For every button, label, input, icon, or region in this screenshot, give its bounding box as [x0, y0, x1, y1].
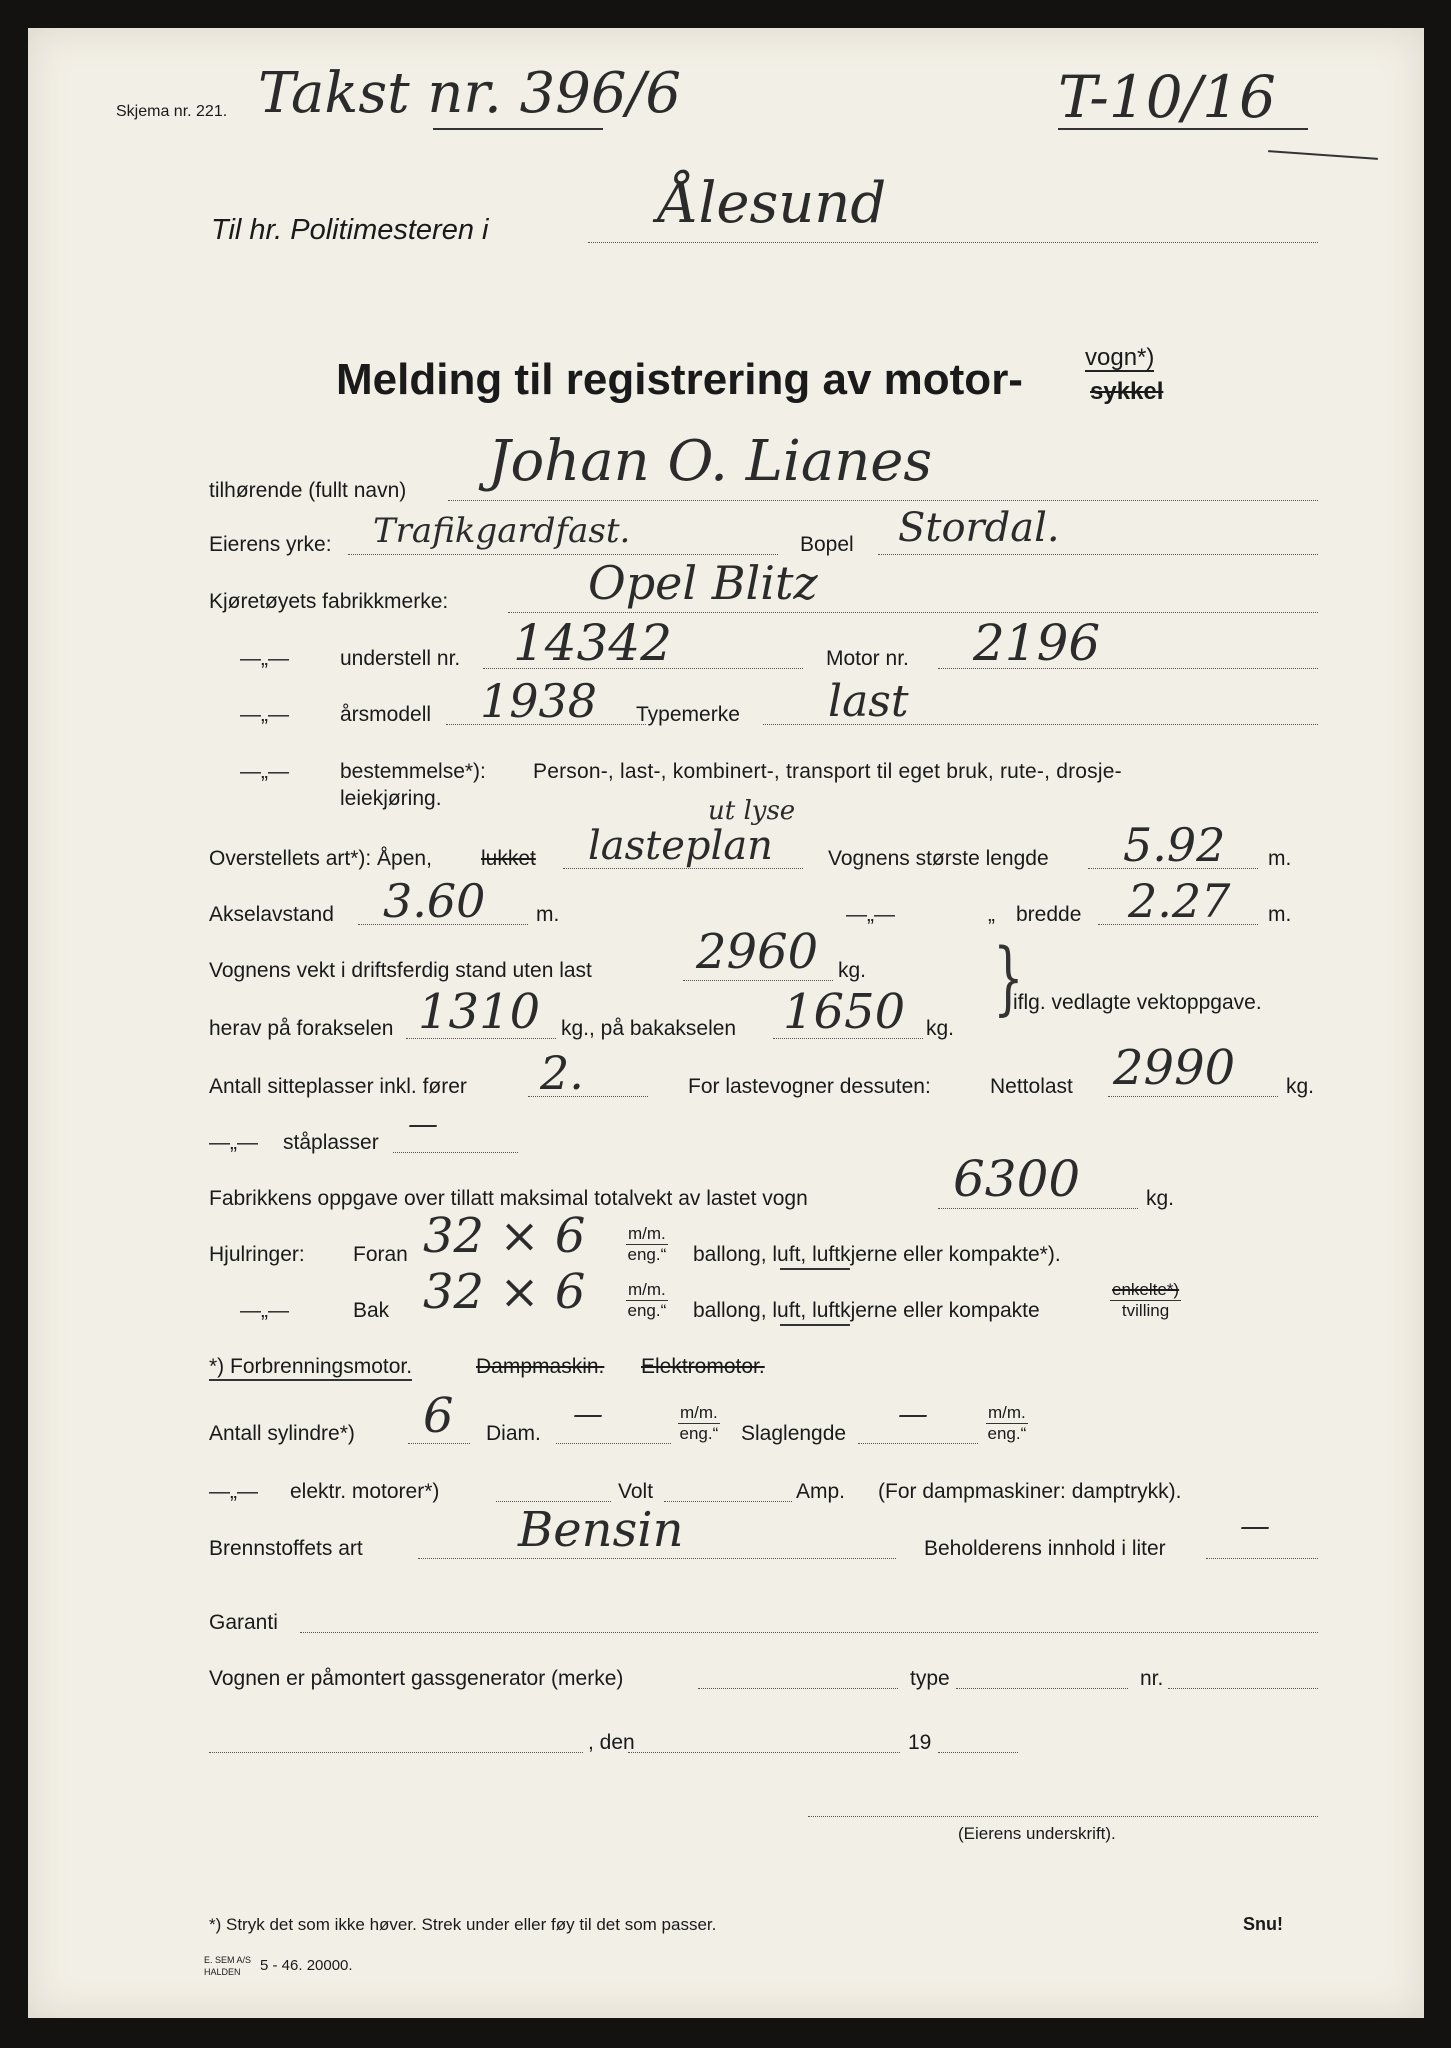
fuel-handwritten: Bensin	[518, 1502, 684, 1558]
wheelbase-handwritten: 3.60	[383, 874, 486, 928]
addressee-label: Til hr. Politimesteren i	[211, 214, 489, 246]
body-closed-struck: lukket	[481, 847, 536, 870]
model-year-handwritten: 1938	[480, 674, 598, 728]
seats-handwritten: 2.	[540, 1046, 584, 1100]
tyre-type-options: ballong, luft, luftkjerne eller kompakte	[693, 1299, 1040, 1322]
gas-generator-label: Vognen er påmontert gassgenerator (merke)	[209, 1667, 624, 1690]
tyres-front-label: Foran	[353, 1243, 408, 1266]
owner-name-handwritten: Johan O. Lianes	[488, 429, 933, 494]
motor-label: Motor nr.	[826, 647, 909, 670]
signature-caption: (Eierens underskrift).	[958, 1824, 1116, 1843]
standing-handwritten: —	[408, 1107, 438, 1142]
unit-m: m.	[1268, 903, 1292, 926]
type-handwritten: last	[828, 676, 909, 727]
tyres-label: Hjulringer:	[209, 1243, 305, 1266]
stroke-label: Slaglengde	[741, 1422, 847, 1445]
ditto-mark: —„—	[240, 1299, 289, 1322]
body-type-handwritten: lasteplan	[588, 823, 773, 869]
type-label: Typemerke	[636, 703, 740, 726]
place-line	[209, 1752, 583, 1753]
combustion-engine: *) Forbrenningsmotor.	[209, 1356, 412, 1381]
reference-number-handwritten: T-10/16	[1058, 63, 1276, 131]
wheelbase-label: Akselavstand	[209, 903, 334, 926]
electric-motors-label: elektr. motorer*)	[290, 1480, 440, 1503]
body-type-label: Overstellets art*): Åpen,	[209, 847, 432, 870]
ditto-mark: —„—	[209, 1131, 258, 1154]
volt-label: Volt	[618, 1480, 654, 1503]
tyres-front-handwritten: 32 × 6	[423, 1208, 586, 1264]
residence-label: Bopel	[800, 533, 854, 556]
unit-kg: kg.	[838, 959, 867, 982]
motor-handwritten: 2196	[973, 614, 1101, 672]
model-year-label: årsmodell	[340, 703, 432, 726]
chassis-handwritten: 14342	[513, 614, 673, 672]
unit-fraction: m/m. eng.“	[627, 1280, 667, 1320]
standing-label: ståplasser	[283, 1131, 379, 1154]
bore-handwritten: —	[573, 1397, 603, 1432]
net-load-handwritten: 2990	[1113, 1040, 1236, 1096]
purpose-label: bestemmelse*):	[340, 760, 486, 783]
fuel-label: Brennstoffets art	[209, 1537, 363, 1560]
form-number: Skjema nr. 221.	[116, 103, 228, 120]
tyres-rear-handwritten: 32 × 6	[423, 1264, 586, 1320]
gas-generator-type-label: type	[910, 1667, 950, 1690]
owner-name-label: tilhørende (fullt navn)	[209, 479, 407, 502]
guarantee-label: Garanti	[209, 1611, 278, 1634]
stroke-handwritten: —	[898, 1397, 928, 1432]
tyre-type-options: ballong, luft, luftkjerne eller kompakte*).	[693, 1243, 1061, 1266]
make-handwritten: Opel Blitz	[588, 556, 818, 610]
purpose-options: Person-, last-, kombinert-, transport til eget bruk, rute-, drosje-	[533, 760, 1122, 783]
brace: }	[993, 931, 1024, 1024]
electric-motor-struck: Elektromotor.	[641, 1355, 765, 1378]
unit-kg: kg.	[926, 1017, 955, 1040]
bore-label: Diam.	[486, 1422, 541, 1445]
tank-capacity-label: Beholderens innhold i liter	[924, 1537, 1166, 1560]
single-twin-options: enkelte*) tvilling	[1112, 1280, 1180, 1320]
unit-kg: kg.	[1146, 1187, 1175, 1210]
occupation-handwritten: Trafikgardfast.	[373, 511, 631, 551]
occupation-label: Eierens yrke:	[209, 533, 332, 556]
residence-handwritten: Stordal.	[898, 505, 1060, 551]
ditto-mark: —„—	[209, 1480, 258, 1503]
year-label: 19	[908, 1731, 932, 1754]
takst-number-handwritten: Takst nr. 396/6	[258, 61, 682, 126]
printer-city: HALDEN	[204, 1967, 241, 1977]
width-label: bredde	[1016, 903, 1082, 926]
tyres-rear-label: Bak	[353, 1299, 390, 1322]
date-label: , den	[588, 1731, 635, 1754]
length-label: Vognens største lengde	[828, 847, 1049, 870]
chassis-label: understell nr.	[340, 647, 461, 670]
police-district-handwritten: Ålesund	[658, 171, 887, 236]
unit-m: m.	[536, 903, 560, 926]
print-run: 5 - 46. 20000.	[260, 1957, 353, 1974]
gas-generator-number-label: nr.	[1140, 1667, 1164, 1690]
weight-certificate-note: iflg. vedlagte vektoppgave.	[1013, 991, 1262, 1014]
ditto-mark: —„—	[240, 760, 289, 783]
rear-axle-label: kg., på bakakselen	[561, 1017, 737, 1040]
amp-label: Amp.	[796, 1480, 846, 1503]
form-title: Melding til registrering av motor-	[336, 355, 1023, 404]
footnote: *) Stryk det som ikke høver. Strek under eller føy til det som passer.	[209, 1915, 717, 1934]
front-axle-label: herav på forakselen	[209, 1017, 394, 1040]
unit-m: m.	[1268, 847, 1292, 870]
title-vogn: vogn*)	[1085, 344, 1155, 371]
cylinders-handwritten: 6	[423, 1388, 454, 1444]
ditto-mark: —„—	[240, 647, 289, 670]
printer-name: E. SEM A/S	[204, 1955, 252, 1965]
truck-label: For lastevogner dessuten:	[688, 1075, 931, 1098]
turn-over-note: Snu!	[1243, 1914, 1283, 1934]
steam-engine-struck: Dampmaskin.	[476, 1355, 605, 1378]
max-weight-handwritten: 6300	[953, 1150, 1081, 1208]
ditto-quote: „	[988, 903, 995, 926]
make-label: Kjøretøyets fabrikkmerke:	[209, 590, 449, 613]
weight-handwritten: 2960	[696, 924, 819, 980]
body-type-note-handwritten: ut lyse	[708, 796, 796, 826]
ditto-mark: —„—	[846, 903, 895, 926]
max-weight-label: Fabrikkens oppgave over tillatt maksimal totalvekt av lastet vogn	[209, 1187, 808, 1210]
weight-label: Vognens vekt i driftsferdig stand uten last	[209, 959, 592, 982]
purpose-options-cont: leiekjøring.	[340, 787, 442, 810]
registration-form	[28, 28, 1424, 2018]
unit-fraction: m/m. eng.“	[679, 1403, 719, 1443]
title-sykkel-struck: sykkel	[1090, 378, 1164, 405]
ditto-mark: —„—	[240, 703, 289, 726]
unit-kg: kg.	[1286, 1075, 1315, 1098]
rear-axle-handwritten: 1650	[783, 984, 906, 1040]
unit-fraction: m/m. eng.“	[987, 1403, 1027, 1443]
signature-line	[808, 1816, 1318, 1817]
front-axle-handwritten: 1310	[418, 984, 541, 1040]
unit-fraction: m/m. eng.“	[627, 1224, 667, 1264]
cylinders-label: Antall sylindre*)	[209, 1422, 355, 1445]
net-load-label: Nettolast	[990, 1075, 1073, 1098]
steam-pressure-label: (For dampmaskiner: damptrykk).	[878, 1480, 1182, 1503]
width-handwritten: 2.27	[1128, 874, 1231, 928]
tank-capacity-handwritten: —	[1240, 1509, 1270, 1544]
seats-label: Antall sitteplasser inkl. fører	[209, 1075, 467, 1098]
length-handwritten: 5.92	[1123, 818, 1226, 872]
